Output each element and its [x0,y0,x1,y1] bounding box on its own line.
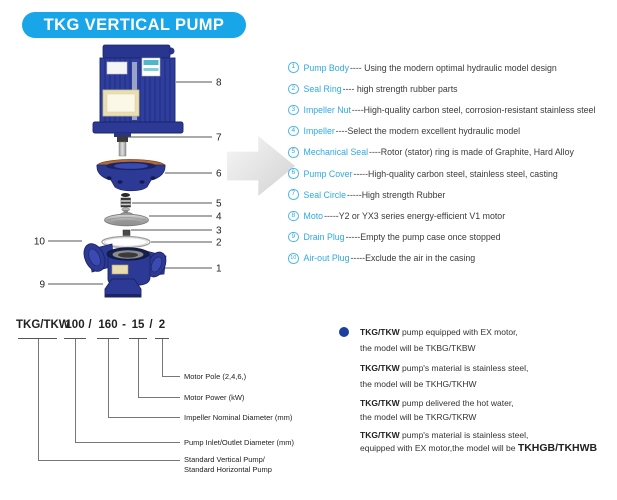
model-code-sep2: - [122,319,126,331]
callout-number-10: 10 [33,236,45,248]
label-motor-pole: Motor Pole (2,4,6,) [184,372,247,381]
part-name: Seal Ring [303,83,342,94]
impeller-illustration [105,210,149,226]
part-description: ----Rotor (stator) ring is made of Graphite, Hard Alloy [369,147,574,158]
model-code-pole: 2 [158,319,166,331]
part-list-item [288,163,616,184]
part-list-item [288,99,616,120]
part-name: Pump Body [303,62,349,73]
part-description: -----Exclude the air in the casing [350,253,476,264]
pump-exploded-diagram [28,38,233,308]
note-line: TKG/TKW pump delivered the hot water, [360,398,514,408]
part-description: ---- Using the modern optimal hydraulic model design [349,62,557,73]
callout-number-2: 2 [216,237,222,249]
part-number-badge: 9 [288,232,299,243]
callout-number-6: 6 [216,168,222,180]
parts-list [288,57,616,269]
part-list-item [288,142,616,163]
label-impeller-diameter: Impeller Nominal Diameter (mm) [184,413,293,422]
part-name: Moto [303,210,324,221]
model-code-sep1: / [88,319,92,331]
part-list-item [288,78,616,99]
part-name: Drain Plug [303,232,345,243]
motor-illustration [93,45,183,156]
part-number-badge: 8 [288,211,299,222]
callout-number-3: 3 [216,225,222,237]
pump-body-illustration [80,240,170,297]
callout-number-4: 4 [216,211,222,223]
callout-number-7: 7 [216,132,222,144]
part-list-item [288,57,616,78]
model-code-inlet: 100 [65,319,85,331]
note-line: the model will be TKHG/TKHW [360,379,477,389]
note-line: TKG/TKW pump's material is stainless steel, [360,363,529,373]
callout-number-8: 8 [216,77,222,89]
label-standard-horizontal: Standard Horizontal Pump [184,465,272,474]
mechanical-seal-illustration [121,193,131,211]
label-standard-vertical: Standard Vertical Pump/ [184,455,265,464]
note-line: the model will be TKRG/TKRW [360,412,477,422]
bullet-icon [339,327,349,337]
model-code-impeller: 160 [98,319,118,331]
note-line: TKG/TKW pump's material is stainless steel, [360,430,529,440]
part-description: -----High strength Rubber [347,189,446,200]
page-title: TKG VERTICAL PUMP [43,15,225,34]
note-line: equipped with EX motor,the model will be TKHGB/TKHWB [360,442,598,454]
part-description: ---- high strength rubber parts [342,83,458,94]
part-description: ----Select the modern excellent hydraulic model [335,126,521,137]
note-line: TKG/TKW pump equipped with EX motor, [360,327,518,337]
part-description: -----High-quality carbon steel, stainless steel, casting [353,168,558,179]
label-inlet-outlet-diameter: Pump Inlet/Outlet Diameter (mm) [184,438,295,447]
part-list-item [288,184,616,205]
callout-number-1: 1 [216,263,222,275]
part-list-item [288,205,616,226]
part-name: Air-out Plug [303,253,350,264]
model-code-power: 15 [131,319,145,331]
part-list-item [288,121,616,142]
model-code-sep3: / [149,319,153,331]
part-name: Seal Circle [303,189,347,200]
impeller-nut-illustration [123,230,130,236]
title-banner [22,12,246,38]
part-number-badge: 5 [288,147,299,158]
right-arrow-icon [227,136,295,196]
callout-number-5: 5 [216,198,222,210]
part-name: Impeller [303,126,335,137]
part-name: Pump Cover [303,168,353,179]
part-list-item [288,227,616,248]
part-number-badge: 2 [288,84,299,95]
part-number-badge: 3 [288,105,299,116]
part-description: -----Empty the pump case once stopped [345,232,501,243]
pump-cover-illustration [97,160,165,191]
part-list-item [288,248,616,269]
part-description: -----Y2 or YX3 series energy-efficient V1 motor [324,210,506,221]
part-name: Impeller Nut [303,104,351,115]
part-number-badge: 4 [288,126,299,137]
model-code-series: TKG/TKW [16,319,70,331]
part-number-badge: 10 [288,253,299,264]
connector-line [38,339,180,461]
label-motor-power: Motor Power (kW) [184,393,245,402]
note-line: the model will be TKBG/TKBW [360,343,476,353]
part-description: ----High-quality carbon steel, corrosion-resistant stainless steel [351,104,596,115]
part-number-badge: 7 [288,189,299,200]
part-number-badge: 6 [288,168,299,179]
part-number-badge: 1 [288,62,299,73]
callout-number-9: 9 [39,279,45,291]
part-name: Mechanical Seal [303,147,369,158]
